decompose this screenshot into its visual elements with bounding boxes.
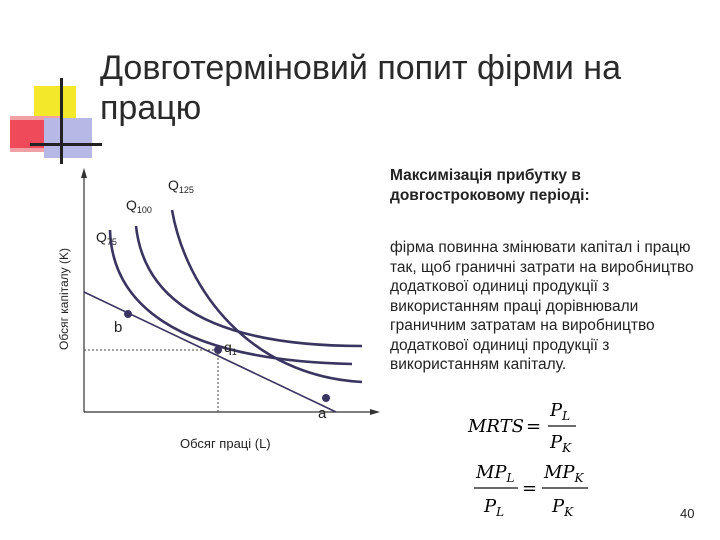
formula-lhs-num: $MP_L$ — [476, 462, 515, 485]
isocost-line — [84, 292, 336, 412]
side-body-text: фірма повинна змінювати капітал і працю так, щоб граничні затрати на виробництво додаткової одиниці продукції з використанням праці дорівнювали граничним затратам на виробництво додаткової одиниці продукції з використанням капіталу. — [390, 239, 694, 373]
point-b — [124, 310, 132, 318]
label-point-a: a — [318, 405, 327, 422]
formula-mrts-lhs: MRTS — [468, 416, 525, 437]
x-axis-arrow — [370, 409, 380, 415]
formula-mrts-num: $P_L$ — [550, 400, 571, 423]
formula-rhs-den: $P_K$ — [552, 496, 574, 519]
formula-mrts — [467, 400, 576, 455]
slide-title: Довготерміновий попит фірми на працю — [100, 49, 621, 127]
side-heading: Максимізація прибутку в довгостроковому періоді: — [390, 167, 590, 204]
formula-lhs-den: $P_L$ — [484, 496, 505, 519]
y-axis-arrow — [81, 168, 87, 178]
formula-mp-ratio — [474, 462, 588, 519]
page-number: 40 — [680, 506, 695, 521]
x-axis-label: Обсяг праці (L) — [180, 436, 271, 451]
formula-mrts-equals: = — [526, 416, 542, 437]
label-point-b: b — [114, 319, 123, 336]
formula-rhs-num: $MP_K$ — [544, 462, 584, 485]
y-axis-label: Обсяг капіталу (K) — [57, 248, 71, 350]
formula-mrts-den: $P_K$ — [550, 432, 572, 455]
point-a — [322, 394, 330, 402]
point-q1 — [214, 346, 222, 354]
isoquant-q100 — [136, 226, 362, 346]
label-q100: $Q_{100}$ — [126, 197, 152, 215]
label-q75: $Q_{75}$ — [96, 229, 117, 247]
label-point-q1: $q_1$ — [224, 339, 237, 357]
label-q125: $Q_{125}$ — [168, 177, 194, 195]
formula-mp-equals: = — [522, 478, 538, 499]
